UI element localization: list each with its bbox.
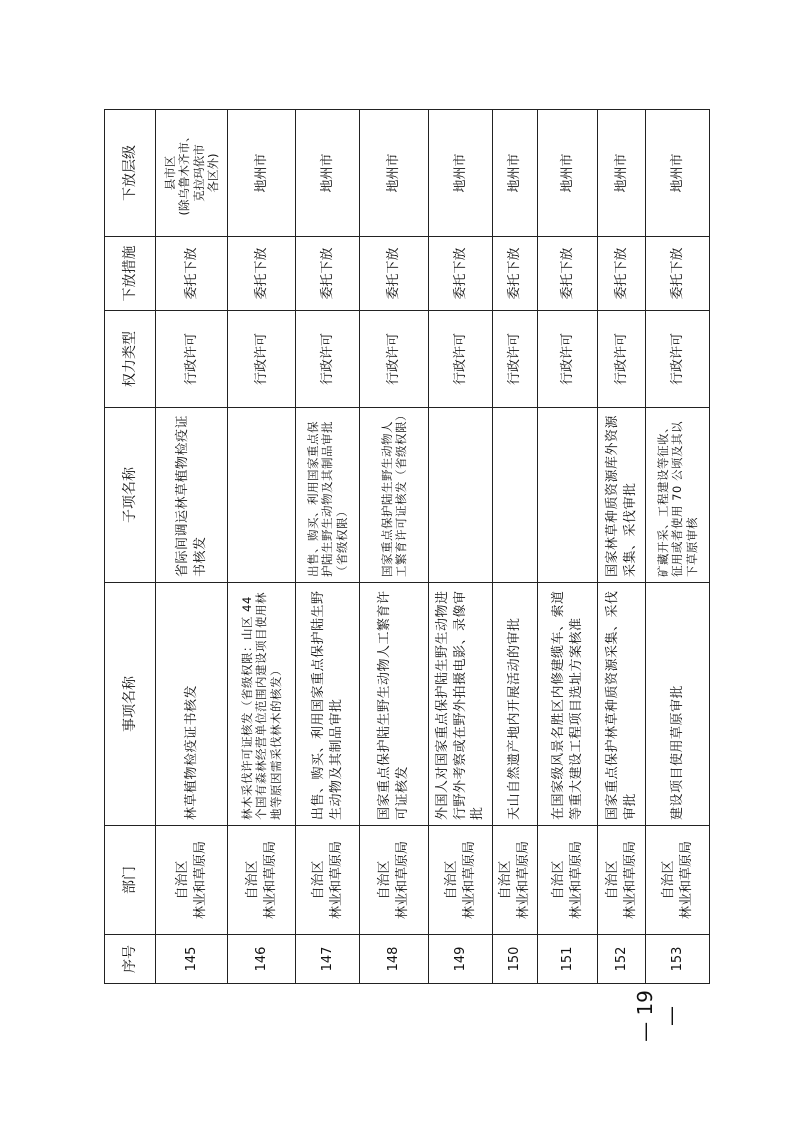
cell-seq: 149	[429, 935, 493, 984]
cell-sub: 矿藏开采、工程建设等征收、征用或者使用 70 公顷及其以下草原审核	[646, 408, 710, 583]
cell-level: 地州市	[429, 110, 493, 237]
cell-measure: 委托下放	[228, 237, 296, 311]
cell-dept: 自治区 林业和草原局	[429, 826, 493, 935]
header-power: 权力类型	[105, 311, 156, 408]
cell-measure: 委托下放	[296, 237, 360, 311]
cell-seq: 152	[598, 935, 646, 984]
decentralization-table	[104, 109, 710, 984]
table-row	[646, 110, 710, 984]
cell-dept: 自治区 林业和草原局	[538, 826, 598, 935]
rotated-table-wrapper	[104, 110, 699, 984]
table-row	[360, 110, 429, 984]
cell-dept: 自治区 林业和草原局	[646, 826, 710, 935]
cell-sub	[538, 408, 598, 583]
cell-seq: 151	[538, 935, 598, 984]
header-item: 事项名称	[105, 583, 156, 826]
table-row	[493, 110, 538, 984]
cell-item: 建设项目使用草原审批	[646, 583, 710, 826]
cell-power: 行政许可	[493, 311, 538, 408]
table-row	[429, 110, 493, 984]
cell-sub	[228, 408, 296, 583]
header-level: 下放层级	[105, 110, 156, 237]
cell-power: 行政许可	[296, 311, 360, 408]
cell-power: 行政许可	[156, 311, 228, 408]
cell-item: 国家重点保护林草种质资源采集、采伐审批	[598, 583, 646, 826]
cell-dept: 自治区 林业和草原局	[493, 826, 538, 935]
cell-measure: 委托下放	[538, 237, 598, 311]
cell-power: 行政许可	[538, 311, 598, 408]
cell-item: 林木采伐许可证核发（省级权限：山区 44 个国有森林经营单位范围内建设项目使用林地等原因需采伐林木的核发）	[228, 583, 296, 826]
cell-seq: 147	[296, 935, 360, 984]
cell-seq: 146	[228, 935, 296, 984]
cell-level: 地州市	[646, 110, 710, 237]
cell-item: 出售、购买、利用国家重点保护陆生野生动物及其制品审批	[296, 583, 360, 826]
page-number: — 19 —	[633, 990, 683, 1042]
header-dept: 部门	[105, 826, 156, 935]
cell-measure: 委托下放	[429, 237, 493, 311]
cell-seq: 148	[360, 935, 429, 984]
cell-sub: 国家林草种质资源库外资源采集、采伐审批	[598, 408, 646, 583]
cell-power: 行政许可	[228, 311, 296, 408]
cell-seq: 153	[646, 935, 710, 984]
cell-dept: 自治区 林业和草原局	[360, 826, 429, 935]
cell-sub	[493, 408, 538, 583]
header-seq: 序号	[105, 935, 156, 984]
cell-measure: 委托下放	[493, 237, 538, 311]
table-row	[538, 110, 598, 984]
table-row	[296, 110, 360, 984]
cell-sub: 省际间调运林草植物检疫证书核发	[156, 408, 228, 583]
cell-item: 国家重点保护陆生野生动物人工繁育许可证核发	[360, 583, 429, 826]
cell-level: 地州市	[538, 110, 598, 237]
cell-seq: 145	[156, 935, 228, 984]
cell-power: 行政许可	[360, 311, 429, 408]
cell-dept: 自治区 林业和草原局	[598, 826, 646, 935]
table-row	[228, 110, 296, 984]
cell-item: 外国人对国家重点保护陆生野生动物进行野外考察或在野外拍摄电影、录像审批	[429, 583, 493, 826]
cell-power: 行政许可	[646, 311, 710, 408]
header-sub: 子项名称	[105, 408, 156, 583]
cell-dept: 自治区 林业和草原局	[228, 826, 296, 935]
cell-measure: 委托下放	[156, 237, 228, 311]
cell-measure: 委托下放	[646, 237, 710, 311]
cell-item: 林草植物检疫证书核发	[156, 583, 228, 826]
cell-item: 在国家级风景名胜区内修建缆车、索道等重大建设工程项目选址方案核准	[538, 583, 598, 826]
header-row	[105, 110, 156, 984]
cell-level: 地州市	[493, 110, 538, 237]
cell-level: 地州市	[360, 110, 429, 237]
cell-power: 行政许可	[429, 311, 493, 408]
table-row	[598, 110, 646, 984]
cell-seq: 150	[493, 935, 538, 984]
cell-power: 行政许可	[598, 311, 646, 408]
cell-dept: 自治区 林业和草原局	[156, 826, 228, 935]
cell-measure: 委托下放	[360, 237, 429, 311]
cell-level: 县市区 (除乌鲁木齐市、 克拉玛依市 各区外)	[156, 110, 228, 237]
cell-level: 地州市	[598, 110, 646, 237]
cell-measure: 委托下放	[598, 237, 646, 311]
header-measure: 下放措施	[105, 237, 156, 311]
cell-level: 地州市	[296, 110, 360, 237]
cell-sub: 出售、购买、利用国家重点保护陆生野生动物及其制品审批（省级权限）	[296, 408, 360, 583]
cell-sub: 国家重点保护陆生野生动物人工繁育许可证核发（省级权限）	[360, 408, 429, 583]
table-row	[156, 110, 228, 984]
cell-level: 地州市	[228, 110, 296, 237]
cell-item: 天山自然遗产地内开展活动的审批	[493, 583, 538, 826]
cell-sub	[429, 408, 493, 583]
cell-dept: 自治区 林业和草原局	[296, 826, 360, 935]
